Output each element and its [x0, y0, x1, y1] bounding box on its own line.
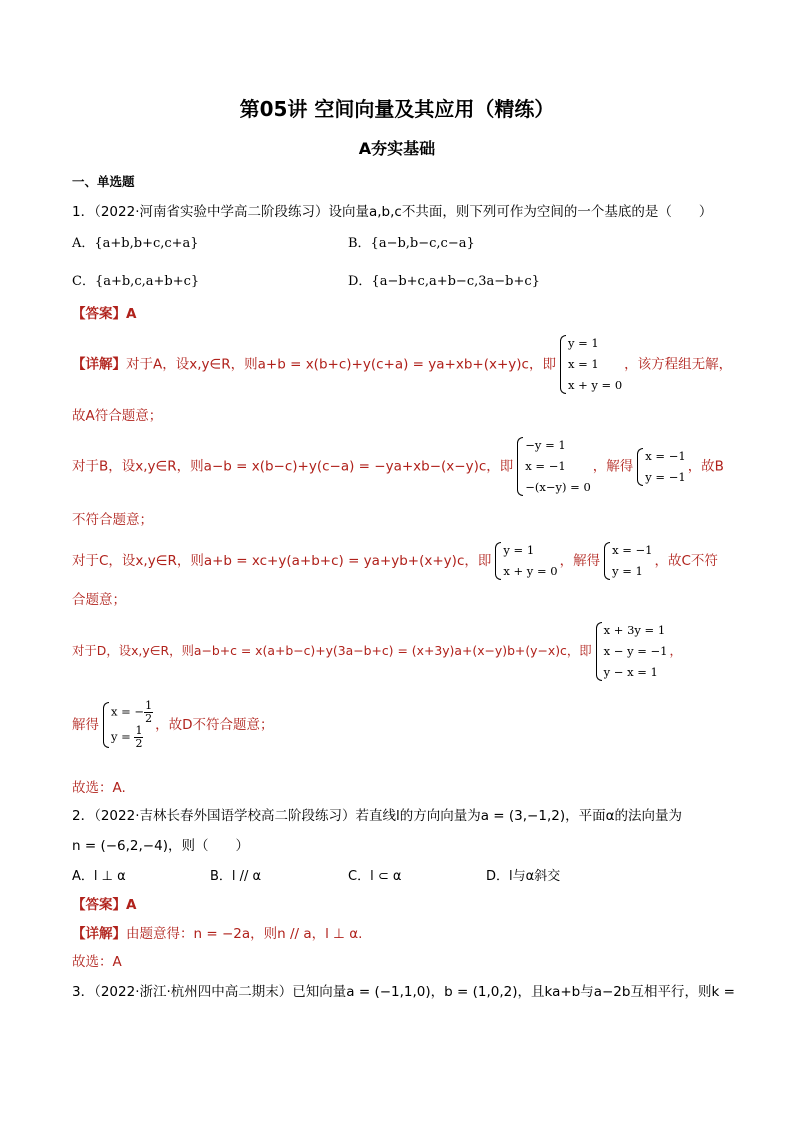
detail-d-post: ，: [669, 643, 682, 658]
detail-b-text: 对于B，设x,y∈R，则a−b = x(b−c)+y(c−a) = −ya+xb−(x−y)c，即: [72, 458, 514, 475]
q2-option-c: C．l ⊂ α: [348, 869, 402, 884]
q2-option-a: A．l ⊥ α: [72, 869, 126, 884]
detail-tag: 【详解】: [72, 926, 126, 942]
detail-b-post: ，故B: [687, 458, 724, 475]
q1-detail-a-end: 故A符合题意；: [72, 408, 163, 424]
page-title: 第05讲 空间向量及其应用（精练）: [239, 97, 555, 121]
q2-stem-line2: n = (−6,2,−4)，则（ ）: [72, 838, 249, 854]
q1-detail-c: [72, 540, 718, 582]
detail-d-solve: 解得: [72, 717, 99, 733]
q1-answer: [72, 304, 136, 324]
equation-system: −y = 1 x = −1 −(x−y) = 0: [515, 435, 591, 498]
answer-value: A: [126, 306, 137, 322]
detail-c-post: ，故C不符: [654, 553, 718, 569]
q1-detail-c-end: 合题意；: [72, 592, 126, 608]
q2-answer: [72, 895, 136, 915]
page-subtitle: A夯实基础: [358, 139, 436, 158]
solution-system: x = −1 y = −1: [635, 446, 685, 488]
q1-detail-d: [72, 620, 682, 683]
detail-tag: 【详解】: [72, 356, 126, 373]
q1-option-b: B．{a−b,b−c,c−a}: [348, 236, 475, 251]
q1-option-c: C．{a+b,c,a+b+c}: [72, 274, 200, 289]
q1-stem: 1．（2022·河南省实验中学高二阶段练习）设向量a,b,c不共面，则下列可作为空间的一个基底的是（ ）: [72, 204, 713, 220]
fraction-half: $\frac{1}{2}$: [145, 699, 153, 725]
detail-a-text: 对于A，设x,y∈R，则a+b = x(b+c)+y(c+a) = ya+xb+(x+y)c，即: [126, 356, 556, 373]
q1-detail-b: [72, 435, 724, 498]
fraction-half: $\frac{1}{2}$: [135, 724, 143, 750]
section-heading: 一、单选题: [72, 174, 135, 189]
answer-value: A: [126, 897, 137, 913]
q1-option-d: D．{a−b+c,a+b−c,3a−b+c}: [348, 274, 540, 289]
q1-detail-b-end: 不符合题意；: [72, 512, 153, 528]
detail-c-mid: ，解得: [559, 553, 601, 569]
solution-system: x = −1 y = 1: [602, 540, 652, 582]
detail-a-post: ，该方程组无解，: [624, 356, 733, 373]
detail-d-text: 对于D，设x,y∈R，则a−b+c = x(a+b−c)+y(3a−b+c) = (x+3y)a+(x−y)b+(y−x)c，即: [72, 643, 592, 658]
equation-system: y = 1 x = 1 x + y = 0: [558, 333, 622, 396]
q1-detail-d-solution: [72, 700, 273, 750]
q3-stem: 3．（2022·浙江·杭州四中高二期末）已知向量a = (−1,1,0)，b = (1,0,2)，且ka+b与a−2b互相平行，则k =: [72, 984, 735, 1000]
q1-choose: 故选：A.: [72, 780, 126, 796]
q1-option-a: A．{a+b,b+c,c+a}: [72, 236, 199, 251]
answer-tag: 【答案】: [72, 897, 126, 913]
q1-detail-a: [72, 333, 732, 396]
q2-detail: [72, 924, 362, 944]
answer-tag: 【答案】: [72, 306, 126, 322]
q2-option-b: B．l // α: [210, 869, 262, 884]
equation-system: x + 3y = 1 x − y = −1 y − x = 1: [594, 620, 668, 683]
detail-d-end: ，故D不符合题意；: [155, 717, 274, 733]
q2-choose: 故选：A: [72, 954, 122, 970]
detail-b-mid: ，解得: [592, 458, 634, 475]
solution-system: x = − $\frac{1}{2}$ y = $\frac{1}{2}$: [101, 700, 153, 750]
q2-stem-line1: 2．（2022·吉林长春外国语学校高二阶段练习）若直线l的方向向量为a = (3,−1,2)，平面α的法向量为: [72, 808, 682, 824]
detail-c-text: 对于C，设x,y∈R，则a+b = xc+y(a+b+c) = ya+yb+(x+y)c，即: [72, 553, 492, 569]
detail-text: 由题意得：n = −2a，则n // a，l ⊥ α.: [126, 926, 363, 942]
equation-system: y = 1 x + y = 0: [493, 540, 557, 582]
q2-option-d: D．l与α斜交: [486, 869, 561, 884]
